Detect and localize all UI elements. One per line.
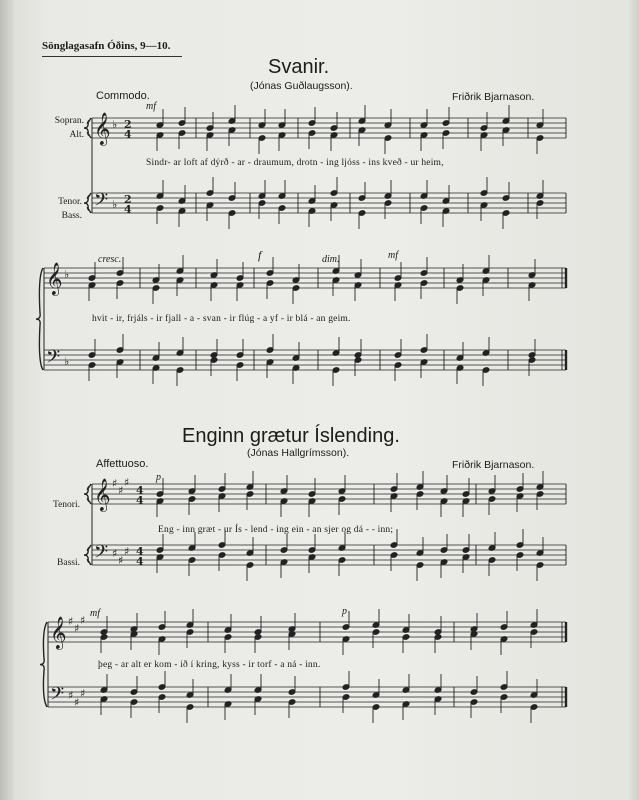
song1-sys1-upper-time-top: 2: [124, 118, 132, 131]
song-2-poet: (Jónas Hallgrímsson).: [247, 447, 350, 459]
song1-sys1-treble-clef: 𝄞: [94, 112, 111, 145]
song-1-composer: Friðrik Bjarnason.: [452, 91, 535, 103]
song-1-tempo: Commodo.: [96, 90, 150, 102]
song-1-lyric-line-1: Sindr- ar loft af dýrð - ar - draumum, drotn - ing ljóss - ins kveð - ur heim,: [146, 158, 444, 168]
song2-sys2-lower-key-sharp-3: ♯: [80, 687, 86, 700]
song2-sys2-brace: [40, 622, 47, 707]
dynamic-f: f: [258, 248, 262, 262]
song2-sys1-upper-brace: [84, 484, 91, 504]
dynamic-p-2: p: [342, 606, 347, 617]
song-2-lyric-line-1: Eng - inn græt - ur Ís - lend - ing ein - an sjer og dá - - inn;: [158, 525, 394, 535]
dynamic-mf-2: mf: [388, 250, 398, 261]
song2-sys1-upper-time-top: 4: [136, 484, 144, 497]
dynamic-p: p: [156, 472, 161, 483]
song2-sys2-upper-key-sharp-1: ♯: [68, 615, 74, 628]
song2-sys2-upper-key-sharp-3: ♯: [80, 614, 86, 627]
voice-label-bassi: Bassi.: [57, 558, 80, 568]
song1-sys2-upper-key-flat: ♭: [64, 268, 70, 281]
song2-sys1-lower-key-sharp-2: ♯: [118, 554, 124, 567]
song-2-title: Enginn grætur Íslending.: [182, 425, 400, 447]
dynamic-mf-3: mf: [90, 608, 100, 619]
song2-sys1-lower-time-top: 4: [136, 545, 144, 558]
song2-sys2-treble-clef: 𝄞: [50, 616, 67, 649]
song2-sys1-upper-time-bottom: 4: [136, 494, 144, 507]
song-1-title: Svanir.: [268, 56, 330, 78]
song-2-composer: Friðrik Bjarnason.: [452, 459, 535, 471]
dynamic-dim: dim.: [322, 254, 340, 265]
song1-sys2-bass-clef: 𝄢: [46, 347, 61, 372]
song2-sys1-lower-time-bottom: 4: [136, 555, 144, 568]
song2-sys2-upper-key-sharp-2: ♯: [74, 622, 80, 635]
voice-label-sopran: Sopran.: [54, 116, 84, 126]
song2-sys1-bass-clef: 𝄢: [94, 542, 109, 567]
series-heading: Sönglagasafn Óðins, 9—10.: [42, 40, 171, 52]
song1-sys1-upper-key-flat: ♭: [112, 118, 118, 131]
dynamic-mf: mf: [146, 101, 156, 112]
voice-label-alt: Alt.: [69, 130, 84, 140]
song1-sys1-upper-brace: [84, 118, 91, 138]
song2-sys2-bass-clef: 𝄢: [50, 684, 65, 709]
dynamic-cresc: cresc.: [98, 254, 122, 265]
song2-sys1-lower-key-sharp-3: ♯: [124, 545, 130, 558]
song1-sys1-lower-time-top: 2: [124, 193, 132, 206]
song1-sys2-treble-clef: 𝄞: [46, 262, 63, 295]
song1-sys2-lower-key-flat: ♭: [64, 355, 70, 368]
song-1-poet: (Jónas Guðlaugsson).: [250, 80, 353, 92]
song-2-tempo: Affettuoso.: [96, 458, 149, 470]
series-underline: [42, 56, 182, 57]
voice-label-tenor: Tenor.: [58, 197, 82, 207]
song2-sys1-upper-key-sharp-3: ♯: [124, 476, 130, 489]
song-1-lyric-line-2: hvit - ir, frjáls - ir fjall - a - svan - ir flúg - a yf - ir blá - an geim.: [92, 314, 351, 324]
voice-label-tenori: Tenori.: [52, 500, 80, 510]
song2-sys1-upper-key-sharp-1: ♯: [112, 477, 118, 490]
song2-sys1-upper-key-sharp-2: ♯: [118, 484, 124, 497]
song1-sys2-brace: [36, 268, 43, 370]
song2-sys2-lower-key-sharp-2: ♯: [74, 696, 80, 709]
song2-sys1-treble-clef: 𝄞: [94, 478, 111, 511]
song1-sys1-upper-time-bottom: 4: [124, 128, 132, 141]
song1-sys1-lower-brace: [84, 193, 91, 213]
song2-sys1-lower-brace: [84, 545, 91, 565]
voice-label-bass: Bass.: [61, 211, 82, 221]
song1-sys1-lower-key-flat: ♭: [112, 198, 118, 211]
song1-sys1-lower-time-bottom: 4: [124, 203, 132, 216]
song-2-lyric-line-2: þeg - ar alt er kom - ið í kring, kyss - ir torf - a ná - inn.: [98, 660, 321, 670]
song2-sys2-lower-key-sharp-1: ♯: [68, 689, 74, 702]
song1-sys1-bass-clef: 𝄢: [94, 190, 109, 215]
song2-sys1-lower-key-sharp-1: ♯: [112, 547, 118, 560]
